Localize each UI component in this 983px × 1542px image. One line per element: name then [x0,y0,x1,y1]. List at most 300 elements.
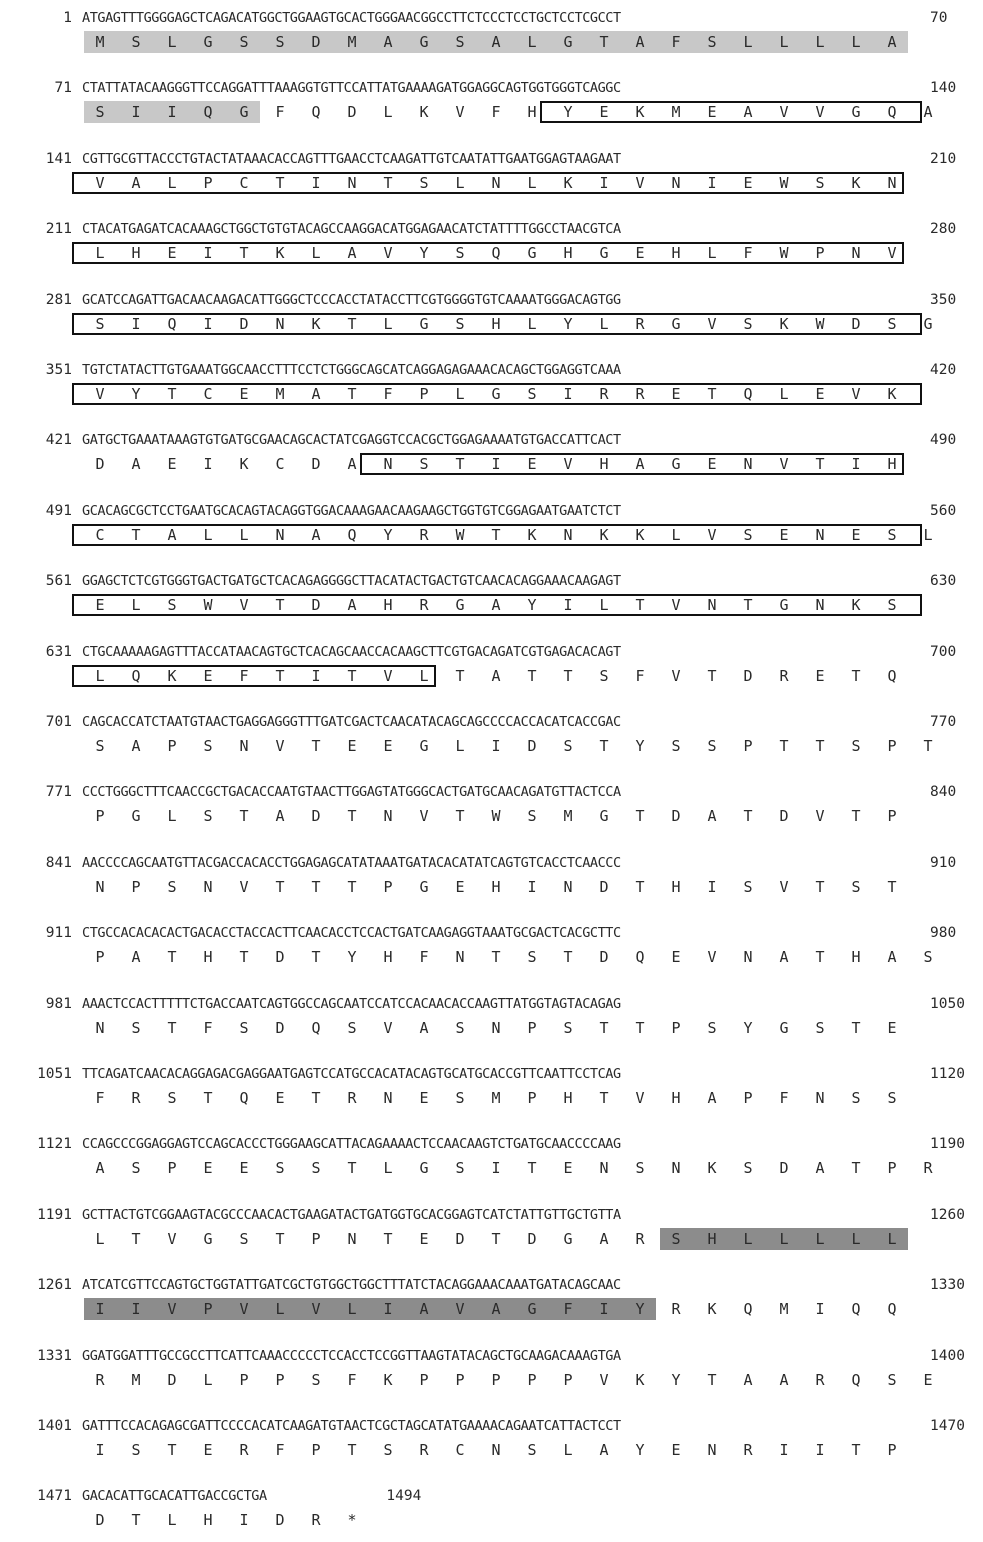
amino-acid: D [167,1370,177,1389]
row-start-number: 351 [45,362,72,378]
amino-acid: T [455,455,465,474]
amino-acid: T [779,737,789,755]
amino-acid: K [851,596,861,615]
amino-acid: T [851,1159,861,1178]
amino-acid: T [743,807,753,826]
amino-acid: S [743,314,753,333]
amino-acid: S [851,877,861,896]
amino-acid: F [419,948,429,967]
sequence-row [0,74,983,134]
amino-acid: A [131,173,141,192]
amino-acid: H [383,948,393,967]
amino-acid: T [923,737,933,755]
sequence-row [0,1060,983,1120]
amino-acid: F [275,1441,285,1459]
dna-sequence: GCATCCAGATTGACAACAAGACATTGGGCTCCCACCTATACCTTCGTGGGGTGTCAAAATGGGACAGTGG [82,291,621,308]
amino-acid: N [203,877,213,896]
amino-acid: L [851,33,861,51]
amino-acid: L [599,314,609,333]
amino-acid: V [815,103,825,122]
amino-acid: H [707,1229,717,1248]
amino-acid: P [815,244,825,263]
dna-sequence: AAACTCCACTTTTTCTGACCAATCAGTGGCCAGCAATCCATCCACAACACCAAGTTATGGTAGTACAGAG [82,995,621,1012]
amino-acid: Q [131,666,141,685]
amino-acid: P [239,1370,249,1389]
amino-acid: T [815,877,825,896]
amino-acid: R [419,1441,429,1459]
amino-acid: A [491,33,501,51]
amino-acid: P [455,1370,465,1389]
amino-acid: A [275,807,285,826]
amino-acid: L [311,244,321,263]
amino-acid: S [275,33,285,51]
amino-acid: K [851,173,861,192]
amino-acid: A [635,455,645,474]
amino-acid: I [167,103,177,122]
dna-sequence: CTGCCACACACACTGACACCTACCACTTCAACACCTCCACTGATCAAGAGGTAAATGCGACTCACGCTTC [82,925,621,942]
amino-acid: D [527,737,537,755]
amino-acid: Y [563,103,573,122]
amino-acid: Y [419,244,429,263]
amino-acid: S [131,1018,141,1037]
amino-acid: T [167,385,177,403]
amino-acid: L [455,385,465,403]
amino-acid: F [275,103,285,122]
amino-acid: S [455,33,465,51]
amino-acid: T [851,1441,861,1459]
amino-acid: Q [887,103,897,122]
amino-acid: T [167,1018,177,1037]
amino-acid: A [347,596,357,615]
row-start-number: 1261 [37,1277,72,1294]
amino-acid: N [743,455,753,474]
amino-acid: D [599,877,609,896]
amino-acid: I [491,737,501,755]
amino-acid: C [275,455,285,474]
amino-acid: E [599,103,609,122]
amino-acid: H [671,877,681,896]
amino-acid: E [887,1018,897,1037]
dna-sequence: GCACAGCGCTCCTGAATGCACAGTACAGGTGGACAAAGAACAAGAAGCTGGTGTCGGAGAATGAATCTCT [82,502,621,519]
amino-acid: H [491,314,501,333]
dna-sequence: GACACATTGCACATTGACCGCTGA [82,1488,267,1505]
amino-acid: P [743,1089,753,1107]
amino-acid: E [815,666,825,685]
amino-acid: I [491,1159,501,1178]
amino-acid: V [383,1018,393,1037]
row-end-number: 210 [930,150,957,167]
amino-acid: N [275,314,285,333]
sequence-row [0,567,983,627]
amino-acid: L [455,737,465,755]
amino-acid: S [275,1159,285,1178]
amino-acid: G [923,314,933,333]
amino-acid: S [311,1159,321,1178]
amino-acid: F [95,1089,105,1107]
amino-acid: T [275,877,285,896]
amino-acid: E [203,666,213,685]
amino-acid: R [743,1441,753,1459]
amino-acid: T [455,666,465,685]
amino-acid: N [851,244,861,263]
amino-acid: K [635,103,645,122]
amino-acid: D [275,948,285,967]
amino-acid: S [203,807,213,826]
amino-acid: K [779,314,789,333]
amino-acid: N [239,737,249,755]
amino-acid: G [779,596,789,615]
row-start-number: 701 [45,714,72,730]
sequence-row [0,356,983,416]
row-start-number: 1 [63,10,72,26]
amino-acid: L [95,244,105,263]
amino-acid: E [455,877,465,896]
amino-acid: S [743,1159,753,1178]
amino-acid: P [887,737,897,755]
amino-acid: T [347,385,357,403]
amino-acid: G [239,103,249,122]
amino-acid: V [707,525,717,544]
amino-acid: S [455,1018,465,1037]
amino-acid: I [851,455,861,474]
amino-acid: N [563,525,573,544]
amino-acid: A [95,1159,105,1178]
dna-sequence: CTATTATACAAGGGTTCCAGGATTTAAAGGTGTTCCATTATGAAAAGATGGAGGCAGTGGTGGGTCAGGC [82,80,621,97]
amino-acid: Y [347,948,357,967]
sequence-row [0,215,983,275]
row-start-number: 421 [45,432,72,449]
amino-acid: L [167,807,177,826]
amino-acid: N [383,455,393,474]
amino-acid: L [347,1300,357,1319]
amino-acid: E [95,596,105,615]
amino-acid: K [635,525,645,544]
amino-acid: T [815,737,825,755]
amino-acid: M [491,1089,501,1107]
amino-acid: P [311,1441,321,1459]
amino-acid: L [419,666,429,685]
amino-acid: F [491,103,501,122]
amino-acid: A [167,525,177,544]
row-end-number: 490 [930,432,957,449]
amino-acid: D [347,103,357,122]
amino-acid: T [635,596,645,615]
amino-acid: N [707,1441,717,1459]
amino-acid: V [671,596,681,615]
amino-acid: N [887,173,897,192]
amino-acid: L [383,103,393,122]
amino-acid: S [815,1018,825,1037]
amino-acid: P [131,877,141,896]
amino-acid: A [779,948,789,967]
amino-acid: T [635,807,645,826]
amino-acid: V [887,244,897,263]
amino-acid: E [743,173,753,192]
amino-acid: R [815,1370,825,1389]
amino-acid: D [671,807,681,826]
amino-acid: S [707,737,717,755]
amino-acid: G [419,1159,429,1178]
amino-acid: S [347,1018,357,1037]
amino-acid: E [167,455,177,474]
amino-acid: Y [635,1441,645,1459]
amino-acid: H [671,244,681,263]
amino-acid: E [671,1441,681,1459]
dna-sequence: TTCAGATCAACACAGGAGACGAGGAATGAGTCCATGCCACATACAGTGCATGCACCGTTCAATTCCTCAG [82,1066,621,1082]
amino-acid: N [815,1089,825,1107]
amino-acid: A [635,33,645,51]
amino-acid: Y [743,1018,753,1037]
sequence-row [0,497,983,557]
amino-acid: K [383,1370,393,1389]
amino-acid: A [491,596,501,615]
amino-acid: E [383,737,393,755]
amino-acid: T [239,244,249,263]
amino-acid: I [311,173,321,192]
row-start-number: 281 [45,291,72,308]
amino-acid: T [239,807,249,826]
amino-acid: Y [635,1300,645,1319]
amino-acid: H [203,1511,213,1530]
amino-acid: G [419,314,429,333]
row-end-number: 1470 [930,1418,965,1434]
amino-acid: S [131,1441,141,1459]
amino-acid: V [779,103,789,122]
amino-acid: T [131,1511,141,1530]
amino-acid: N [383,1089,393,1107]
amino-acid: V [779,877,789,896]
amino-acid: E [923,1370,933,1389]
amino-acid: S [311,1370,321,1389]
amino-acid: V [455,1300,465,1319]
amino-acid: V [419,807,429,826]
sequence-row [0,919,983,979]
amino-acid: G [527,244,537,263]
dna-sequence: GGAGCTCTCGTGGGTGACTGATGCTCACAGAGGGGCTTACATACTGACTGTCAACACAGGAAACAAGAGT [82,573,621,590]
amino-acid: L [743,1229,753,1248]
amino-acid: S [599,666,609,685]
amino-acid: Q [311,103,321,122]
amino-acid: S [671,1229,681,1248]
amino-acid: S [671,737,681,755]
amino-acid: N [599,1159,609,1178]
amino-acid: D [779,807,789,826]
amino-acid: S [563,1018,573,1037]
amino-acid: L [707,244,717,263]
amino-acid: I [131,1300,141,1319]
amino-acid: F [671,33,681,51]
amino-acid: I [815,1441,825,1459]
amino-acid: S [167,1089,177,1107]
amino-acid: T [383,1229,393,1248]
amino-acid: T [851,807,861,826]
amino-acid: R [419,596,429,615]
amino-acid: A [779,1370,789,1389]
amino-acid: T [311,737,321,755]
amino-acid: T [455,807,465,826]
row-end-number: 280 [930,221,957,238]
amino-acid: F [239,666,249,685]
amino-acid: Q [851,1300,861,1319]
amino-acid: I [203,244,213,263]
amino-acid: L [95,1229,105,1248]
amino-acid: G [455,596,465,615]
sequence-row [0,638,983,698]
amino-acid: L [563,1441,573,1459]
row-start-number: 1401 [37,1418,72,1434]
amino-acid: I [131,314,141,333]
amino-acid: L [95,666,105,685]
amino-acid: S [887,1089,897,1107]
amino-acid: R [347,1089,357,1107]
amino-acid: G [491,385,501,403]
amino-acid: V [95,385,105,403]
amino-acid: P [491,1370,501,1389]
amino-acid: P [167,1159,177,1178]
amino-acid: G [419,737,429,755]
amino-acid: I [599,1300,609,1319]
amino-acid: G [419,33,429,51]
amino-acid: M [95,33,105,51]
amino-acid: W [203,596,213,615]
amino-acid: L [815,1229,825,1248]
amino-acid: E [275,1089,285,1107]
amino-acid: C [203,385,213,403]
amino-acid: D [275,1511,285,1530]
amino-acid: K [707,1300,717,1319]
amino-acid: V [239,877,249,896]
amino-acid: T [311,948,321,967]
dna-sequence: GATTTCCACAGAGCGATTCCCCACATCAAGATGTAACTCGCTAGCATATGAAAACAGAATCATTACTCCT [82,1418,621,1434]
amino-acid: L [239,525,249,544]
row-start-number: 1471 [37,1488,72,1505]
amino-acid: Q [203,103,213,122]
amino-acid: A [383,33,393,51]
amino-acid: S [419,173,429,192]
amino-acid: A [707,1089,717,1107]
amino-acid: P [887,807,897,826]
amino-acid: E [239,385,249,403]
amino-acid: K [419,103,429,122]
amino-acid: I [815,1300,825,1319]
amino-acid: K [275,244,285,263]
amino-acid: S [167,596,177,615]
amino-acid: D [311,455,321,474]
amino-acid: S [527,385,537,403]
amino-acid: S [167,877,177,896]
amino-acid: V [851,385,861,403]
sequence-row [0,1482,983,1542]
amino-acid: K [311,314,321,333]
amino-acid: Y [527,596,537,615]
amino-acid: D [311,596,321,615]
amino-acid: R [671,1300,681,1319]
amino-acid: S [887,314,897,333]
amino-acid: K [599,525,609,544]
amino-acid: T [275,596,285,615]
row-start-number: 211 [45,221,72,238]
amino-acid: A [419,1018,429,1037]
amino-acid: W [815,314,825,333]
amino-acid: L [167,33,177,51]
amino-acid: F [635,666,645,685]
amino-acid: A [743,103,753,122]
amino-acid: S [131,1159,141,1178]
amino-acid: L [887,1229,897,1248]
amino-acid: P [527,1089,537,1107]
row-start-number: 631 [45,643,72,660]
row-start-number: 561 [45,573,72,590]
amino-acid: Q [491,244,501,263]
amino-acid: T [563,666,573,685]
amino-acid: P [311,1229,321,1248]
row-end-number: 700 [930,643,957,660]
amino-acid: S [563,737,573,755]
amino-acid: V [311,1300,321,1319]
amino-acid: L [599,596,609,615]
amino-acid: N [743,948,753,967]
row-start-number: 1121 [37,1136,72,1153]
row-start-number: 491 [45,502,72,519]
amino-acid: E [671,385,681,403]
amino-acid: F [779,1089,789,1107]
amino-acid: E [203,1441,213,1459]
amino-acid: N [815,596,825,615]
amino-acid: V [455,103,465,122]
amino-acid: E [203,1159,213,1178]
amino-acid: Y [635,737,645,755]
amino-acid: H [491,877,501,896]
amino-acid: A [707,807,717,826]
row-end-number: 980 [930,925,957,942]
amino-acid: L [671,525,681,544]
amino-acid: I [383,1300,393,1319]
amino-acid: T [239,948,249,967]
amino-acid: G [599,807,609,826]
amino-acid: H [527,103,537,122]
row-end-number: 140 [930,80,957,97]
amino-acid: H [599,455,609,474]
row-end-number: 1190 [930,1136,965,1153]
amino-acid: T [743,596,753,615]
amino-acid: S [239,33,249,51]
amino-acid: V [239,1300,249,1319]
amino-acid: A [887,948,897,967]
amino-acid: L [527,33,537,51]
amino-acid: H [203,948,213,967]
row-end-number: 1494 [386,1488,422,1505]
amino-acid: H [383,596,393,615]
amino-acid: Y [671,1370,681,1389]
row-end-number: 350 [930,291,957,308]
amino-acid: A [599,1441,609,1459]
row-start-number: 71 [54,80,72,97]
amino-acid: K [563,173,573,192]
row-start-number: 1191 [37,1206,72,1223]
amino-acid: N [347,1229,357,1248]
amino-acid: K [527,525,537,544]
amino-acid: P [203,1300,213,1319]
row-end-number: 1400 [930,1347,965,1364]
amino-acid: P [743,737,753,755]
amino-acid: E [707,103,717,122]
amino-acid: S [455,1089,465,1107]
amino-acid: P [887,1159,897,1178]
amino-acid: F [203,1018,213,1037]
amino-acid: I [203,314,213,333]
amino-acid: E [563,1159,573,1178]
dna-sequence: CCAGCCCGGAGGAGTCCAGCACCCTGGGAAGCATTACAGAAAACTCCAACAAGTCTGATGCAACCCCAAG [82,1136,621,1153]
